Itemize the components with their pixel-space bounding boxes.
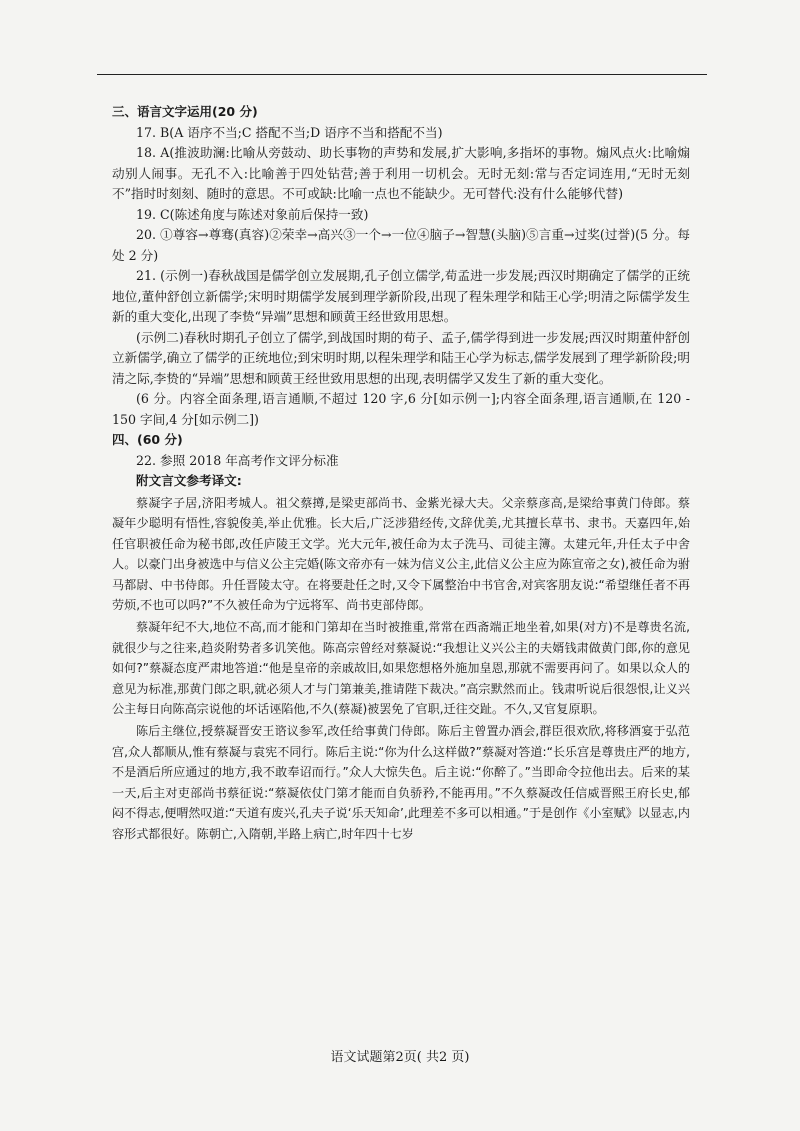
answer-20: 20. ①尊容→尊骞(真容)②荣幸→高兴③一个→一位④脑子→智慧(头脑)⑤言重→过奖(过誉)(5 分。每处 2 分) <box>112 227 690 263</box>
translation-paragraph-3: 陈后主继位,授蔡凝晋安王谘议参军,改任给事黄门侍郎。陈后主曾置办酒会,群臣很欢欣,将移酒宴于弘范宫,众人都顺从,惟有蔡凝与袁宪不同行。陈后主说:“你为什么这样做?”蔡凝对答道:“长乐宫是尊贵庄严的地方,不是酒后所应通过的地方,我不敢奉诏而行。”众人大惊失色。后主说:“你醉了。”当即命令拉他出去。后来的某一天,后主对吏部尚书蔡征说:“蔡凝依仗门第才能而自负骄矜,不能再用。”不久蔡凝改任信威晋熙王府长史,郁闷不得志,便喟然叹道:“天道有废兴,孔夫子说‘乐天知命’,此理差不多可以相通。”于是创作《小室赋》以显志,内容形式都很好。陈朝亡,入隋朝,半路上病亡,时年四十七岁 <box>112 724 690 841</box>
translation-heading: 附文言文参考译文: <box>136 473 242 488</box>
answer-17: 17. B(A 语序不当;C 搭配不当;D 语序不当和搭配不当) <box>136 124 443 140</box>
answer-key-body <box>112 102 690 845</box>
translation-paragraph-1: 蔡凝字子居,济阳考城人。祖父蔡撙,是梁吏部尚书、金紫光禄大夫。父亲蔡彦高,是梁给事黄门侍郎。蔡凝年少聪明有悟性,容貌俊美,举止优雅。长大后,广泛涉猎经传,文辞优美,尤其擅长草书、隶书。天嘉四年,始任官职被任命为秘书郎,改任庐陵王文学。光大元年,被任命为太子洗马、司徒主簿。太建元年,升任太子中舍人。以豪门出身被选中与信义公主完婚(陈文帝亦有一妹为信义公主,此信义公主应为陈宣帝之女),被任命为驸马都尉、中书侍郎。升任晋陵太守。在将要赴任之时,又令下属整治中书官舍,对宾客朋友说:“希望继任者不再劳烦,不也可以吗?”不久被任命为宁远将军、尚书吏部侍郎。 <box>112 495 690 613</box>
answer-18: 18. A(推波助澜:比喻从旁鼓动、助长事物的声势和发展,扩大影响,多指坏的事物。煽风点火:比喻煽动别人闹事。无孔不入:比喻善于四处钻营;善于利用一切机会。无时无刻:常与否定词连用,“无时无刻不”指时时刻刻、随时的意思。不可或缺:比喻一点也不能缺少。无可替代:没有什么能够代替) <box>112 145 690 201</box>
section-4-heading: 四、(60 分) <box>112 432 183 447</box>
answer-21-example-2: (示例二)春秋时期孔子创立了儒学,到战国时期的荀子、孟子,儒学得到进一步发展;西汉时期董仲舒创立新儒学,确立了儒学的正统地位;到宋明时期,以程朱理学和陆王心学为标志,儒学发展到了理学新阶段;明清之际,李贽的“异端”思想和顾黄王经世致用思想的出现,表明儒学又发生了新的重大变化。 <box>112 329 690 386</box>
answer-21-example-1: 21. (示例一)春秋战国是儒学创立发展期,孔子创立儒学,荀孟进一步发展;西汉时期确定了儒学的正统地位,董仲舒创立新儒学;宋明时期儒学发展到理学新阶段,出现了程朱理学和陆王心学;明清之际儒学发生新的重大变化,出现了李贽“异端”思想和顾黄王经世致用思想。 <box>112 268 690 324</box>
answer-21-scoring: (6 分。内容全面条理,语言通顺,不超过 120 字,6 分[如示例一];内容全面条理,语言通顺,在 120 - 150 字间,4 分[如示例二]) <box>112 391 690 427</box>
answer-19: 19. C(陈述角度与陈述对象前后保持一致) <box>136 206 369 222</box>
translation-paragraph-2: 蔡凝年纪不大,地位不高,而才能和门第却在当时被推重,常常在西斋端正地坐着,如果(对方)不是尊贵名流,就很少与之往来,趋炎附势者多讥笑他。陈高宗曾经对蔡凝说:“我想让义兴公主的夫婿钱肃做黄门郎,你的意见如何?”蔡凝态度严肃地答道:“他是皇帝的亲戚故旧,如果您想格外施加皇恩,那就不需要再问了。如果以众人的意见为标准,那黄门郎之职,就必须人才与门第兼美,推请陛下裁决。”高宗默然而止。钱肃听说后很怨恨,让义兴公主每日向陈高宗说他的坏话诬陷他,不久(蔡凝)被罢免了官职,迁往交趾。不久,又官复原职。 <box>112 620 690 717</box>
top-rule <box>97 74 707 75</box>
section-3-heading: 三、语言文字运用(20 分) <box>112 104 258 119</box>
page-footer: 语文试题第2页( 共2 页) <box>330 1050 470 1065</box>
answer-22: 22. 参照 2018 年高考作文评分标准 <box>136 452 339 468</box>
